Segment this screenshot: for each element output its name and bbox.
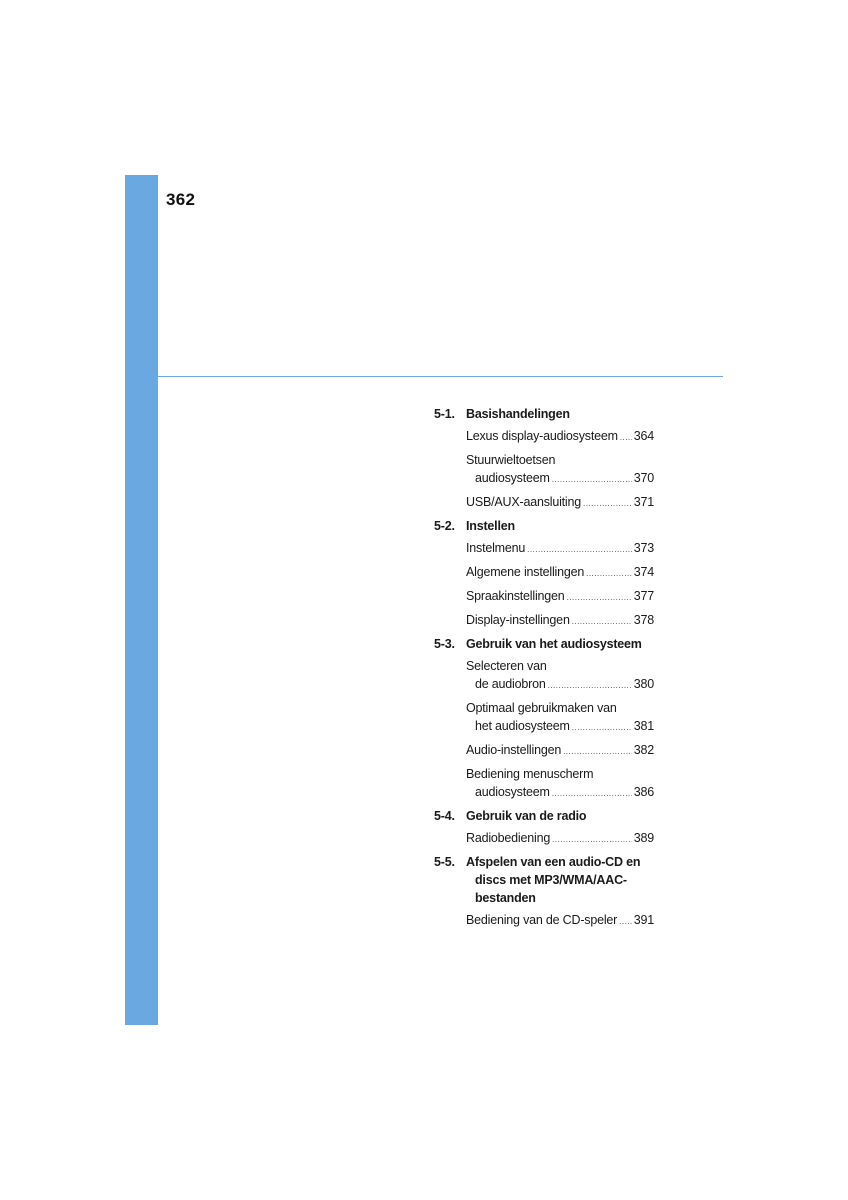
toc-page-reference: 378 — [633, 613, 654, 627]
toc-page-reference: 382 — [633, 743, 654, 757]
toc-entry-line — [466, 493, 654, 513]
toc-page-reference: 391 — [633, 913, 654, 927]
toc-page-reference: 371 — [633, 495, 654, 509]
toc-page-reference: 364 — [633, 429, 654, 443]
dot-leader — [563, 743, 632, 761]
toc-entry[interactable] — [466, 741, 654, 761]
toc-entry[interactable] — [466, 539, 654, 559]
toc-entry[interactable] — [466, 563, 654, 583]
toc-page-reference: 380 — [633, 677, 654, 691]
toc-page-reference: 386 — [633, 785, 654, 799]
toc-section-heading — [434, 807, 654, 825]
dot-leader — [552, 831, 632, 849]
toc-section-title — [466, 853, 654, 907]
toc-entry-line — [466, 783, 654, 803]
toc-entry-title: het audiosysteem — [475, 719, 570, 733]
toc-entry-title: Optimaal gebruikmaken van — [466, 701, 617, 715]
toc-entry-line — [466, 451, 654, 469]
dot-leader — [620, 429, 632, 447]
toc-entry[interactable] — [466, 699, 654, 737]
toc-section-heading — [434, 853, 654, 907]
dot-leader — [548, 677, 632, 695]
toc-entry[interactable] — [466, 657, 654, 695]
toc-entry-title: audiosysteem — [475, 785, 550, 799]
toc-entry[interactable] — [466, 451, 654, 489]
toc-entry[interactable] — [466, 829, 654, 849]
toc-entry-title: Radiobediening — [466, 831, 551, 845]
chapter-side-bar — [125, 175, 158, 1025]
chapter-divider-rule — [158, 376, 723, 377]
toc-entry[interactable] — [466, 911, 654, 931]
toc-entry-title: Algemene instellingen — [466, 565, 585, 579]
dot-leader — [583, 495, 632, 513]
toc-section-title-line: Afspelen van een audio-CD en — [466, 855, 641, 869]
toc-entry-line — [466, 741, 654, 761]
dot-leader — [552, 471, 632, 489]
toc-entry-line — [466, 699, 654, 717]
toc-section-title: Gebruik van het audiosysteem — [466, 637, 642, 651]
toc-entry-line — [466, 829, 654, 849]
dot-leader — [567, 589, 632, 607]
toc-section-number: 5-4. — [434, 809, 455, 823]
toc-entry-line — [466, 717, 654, 737]
toc-entry-title: USB/AUX-aansluiting — [466, 495, 582, 509]
toc-section-title-line: discs met MP3/WMA/AAC- — [475, 873, 627, 887]
toc-entry-line — [466, 911, 654, 931]
toc-section-heading — [434, 517, 654, 535]
toc-page-reference: 374 — [633, 565, 654, 579]
toc-entry[interactable] — [466, 493, 654, 513]
toc-section-title: Instellen — [466, 519, 515, 533]
toc-entry-title: Bediening menuscherm — [466, 767, 594, 781]
toc-entry-line — [466, 427, 654, 447]
page-number: 362 — [166, 190, 196, 209]
toc-section-title: Gebruik van de radio — [466, 809, 587, 823]
toc-page-reference: 377 — [633, 589, 654, 603]
dot-leader — [619, 913, 632, 931]
toc-entry-line — [466, 539, 654, 559]
toc-entry-line — [466, 765, 654, 783]
dot-leader — [572, 613, 632, 631]
toc-entry-line — [466, 657, 654, 675]
toc-entry-line — [466, 587, 654, 607]
toc-entry-title: Spraakinstellingen — [466, 589, 565, 603]
toc-entry-title: Instelmenu — [466, 541, 526, 555]
toc-entry-title: de audiobron — [475, 677, 546, 691]
toc-entry-title: audiosysteem — [475, 471, 550, 485]
toc-section-number: 5-2. — [434, 519, 455, 533]
toc-entry[interactable] — [466, 587, 654, 607]
toc-entry[interactable] — [466, 611, 654, 631]
dot-leader — [552, 785, 632, 803]
toc-entry[interactable] — [466, 427, 654, 447]
toc-entry-title: Lexus display-audiosysteem — [466, 429, 618, 443]
toc-entry-title: Display-instellingen — [466, 613, 570, 627]
toc-section-number: 5-1. — [434, 407, 455, 421]
toc-page-reference: 389 — [633, 831, 654, 845]
toc-entry-title: Selecteren van — [466, 659, 547, 673]
toc-page-reference: 381 — [633, 719, 654, 733]
toc-entry-line — [466, 563, 654, 583]
toc-section-number: 5-3. — [434, 637, 455, 651]
toc-entry-title: Stuurwieltoetsen — [466, 453, 556, 467]
toc-entry-line — [466, 611, 654, 631]
toc-section-heading — [434, 635, 654, 653]
toc-entry-line — [466, 469, 654, 489]
table-of-contents — [434, 405, 654, 935]
toc-entry-line — [466, 675, 654, 695]
toc-entry-title: Bediening van de CD-speler — [466, 913, 618, 927]
toc-page-reference: 370 — [633, 471, 654, 485]
toc-page-reference: 373 — [633, 541, 654, 555]
toc-section-number: 5-5. — [434, 855, 455, 869]
dot-leader — [527, 541, 632, 559]
toc-entry[interactable] — [466, 765, 654, 803]
toc-section-title: Basishandelingen — [466, 407, 570, 421]
toc-entry-title: Audio-instellingen — [466, 743, 562, 757]
toc-section-title-line: bestanden — [475, 891, 536, 905]
dot-leader — [586, 565, 632, 583]
toc-section-heading — [434, 405, 654, 423]
dot-leader — [572, 719, 632, 737]
